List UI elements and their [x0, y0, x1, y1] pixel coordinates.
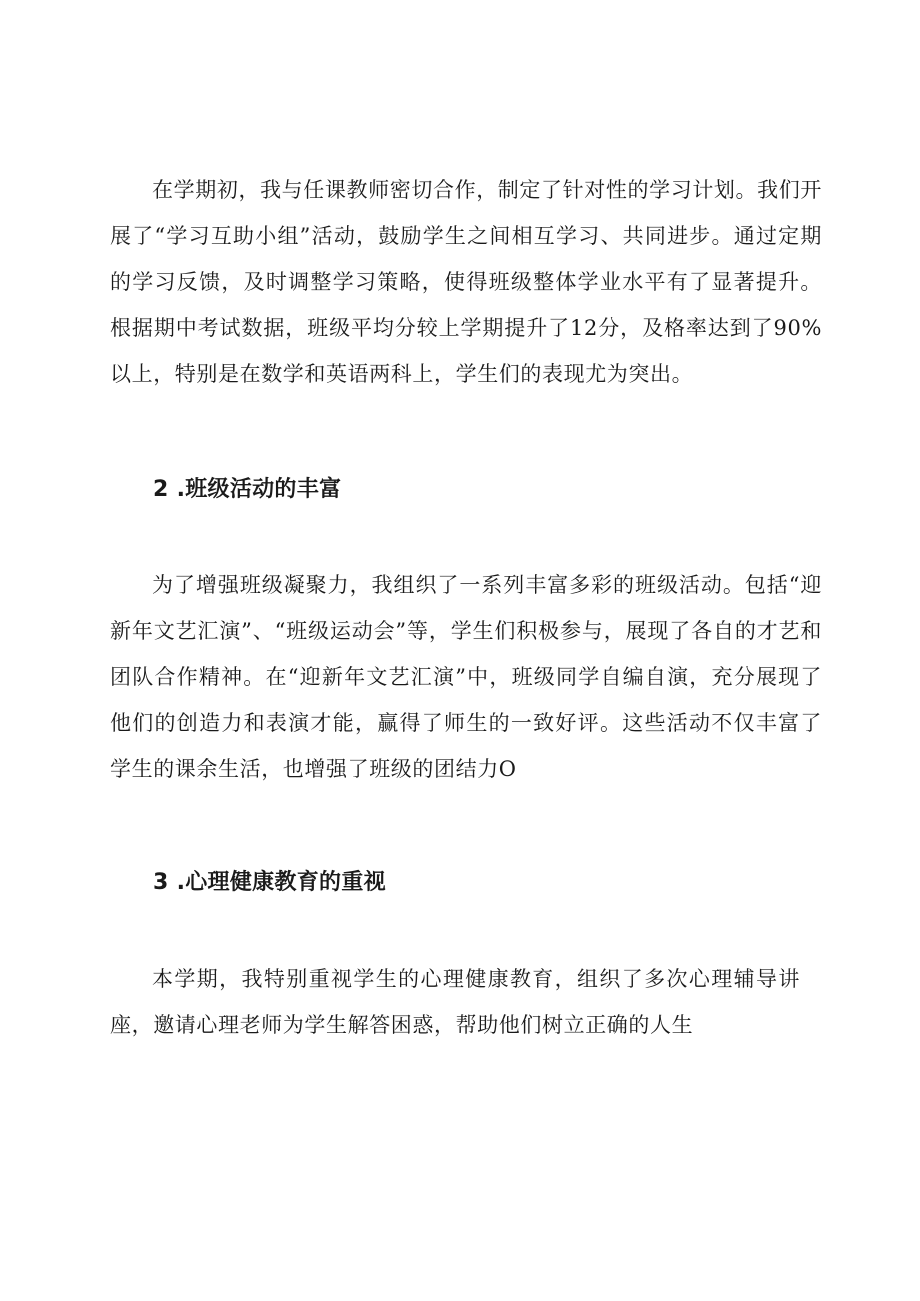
- paragraph-mental-health: 本学期，我特别重视学生的心理健康教育，组织了多次心理辅导讲座，邀请心理老师为学生解答困惑，帮助他们树立正确的人生: [110, 967, 800, 1037]
- section-heading-class-activities: 2 .班级活动的丰富: [153, 477, 342, 502]
- paragraph-academic-progress: 在学期初，我与任课教师密切合作，制定了针对性的学习计划。我们开展了“学习互助小组”活动，鼓励学生之间相互学习、共同进步。通过定期的学习反馈，及时调整学习策略，使得班级整体学业水平有了显著提升。根据期中考试数据，班级平均分较上学期提升了12分，及格率达到了90%以上，特别是在数学和英语两科上，学生们的表现尤为突出。: [110, 178, 822, 386]
- section-heading-mental-health: 3 .心理健康教育的重视: [153, 870, 386, 895]
- paragraph-class-activities: 为了增强班级凝聚力，我组织了一系列丰富多彩的班级活动。包括“迎新年文艺汇演”、“班级运动会”等，学生们积极参与，展现了各自的才艺和团队合作精神。在“迎新年文艺汇演”中，班级同学自编自演，充分展现了他们的创造力和表演才能，赢得了师生的一致好评。这些活动不仅丰富了学生的课余生活，也增强了班级的团结力O: [110, 573, 822, 781]
